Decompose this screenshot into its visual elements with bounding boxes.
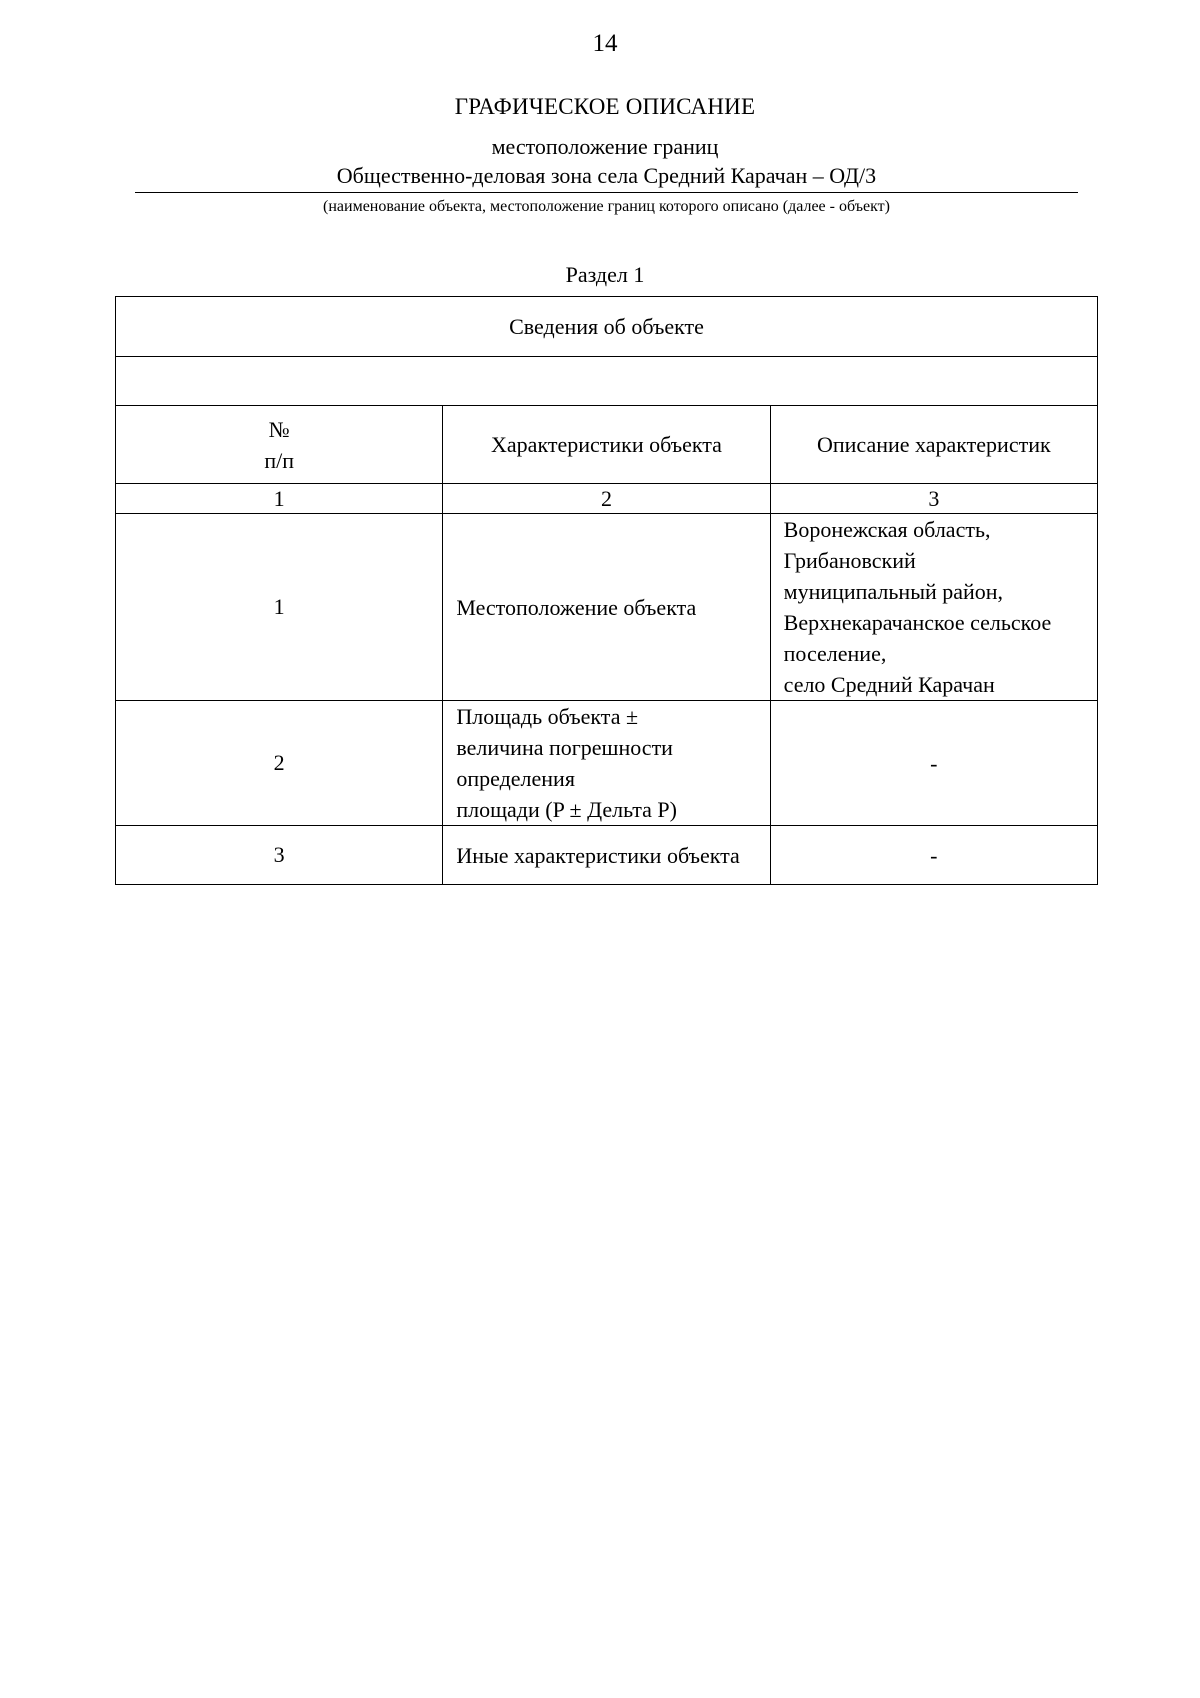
text-line: - [930,750,938,776]
document-subtitle: местоположение границ [491,134,719,159]
column-number: 3 [770,484,1097,514]
table-empty-cell [116,357,1098,406]
text-line: село Средний Карачан [783,672,995,697]
section-title: Раздел 1 [565,262,645,287]
table-row [116,826,1098,885]
row-characteristic [443,514,770,701]
object-name-caption: (наименование объекта, местоположение границ которого описано (далее - объект) [323,198,890,215]
object-info-table [115,296,1098,885]
row-description [770,701,1097,826]
table-empty-row [116,357,1098,406]
row-number: 1 [116,514,443,701]
table-header-row [116,406,1098,484]
text-line: Местоположение объекта [456,594,697,620]
text-line: - [930,842,938,868]
table-caption: Сведения об объекте [116,297,1098,357]
document-title: ГРАФИЧЕСКОЕ ОПИСАНИЕ [454,94,756,119]
text-line: муниципальный район, [783,579,1004,604]
page-number: 14 [592,30,618,57]
row-characteristic [443,826,770,885]
column-number: 2 [443,484,770,514]
row-description [770,826,1097,885]
header-num [116,406,443,484]
table-caption-row [116,297,1098,357]
table-row [116,514,1098,701]
text-line: Иные характеристики объекта [456,842,740,868]
header-num-line1: № [268,416,290,442]
text-line: Воронежская область, Грибановский [783,517,991,573]
column-number-row [116,484,1098,514]
row-number: 2 [116,701,443,826]
text-line: площади (P ± Дельта P) [456,797,677,822]
header-num-line2: п/п [264,447,294,473]
text-line: Площадь объекта ± [456,704,639,729]
column-number: 1 [116,484,443,514]
table-row [116,701,1098,826]
row-description [770,514,1097,701]
row-number: 3 [116,826,443,885]
object-name: Общественно-деловая зона села Средний Карачан – ОД/3 [135,163,1078,193]
row-characteristic [443,701,770,826]
header-characteristic: Характеристики объекта [443,406,770,484]
header-description: Описание характеристик [770,406,1097,484]
text-line: величина погрешности определения [456,735,673,791]
text-line: Верхнекарачанское сельское поселение, [783,610,1052,666]
